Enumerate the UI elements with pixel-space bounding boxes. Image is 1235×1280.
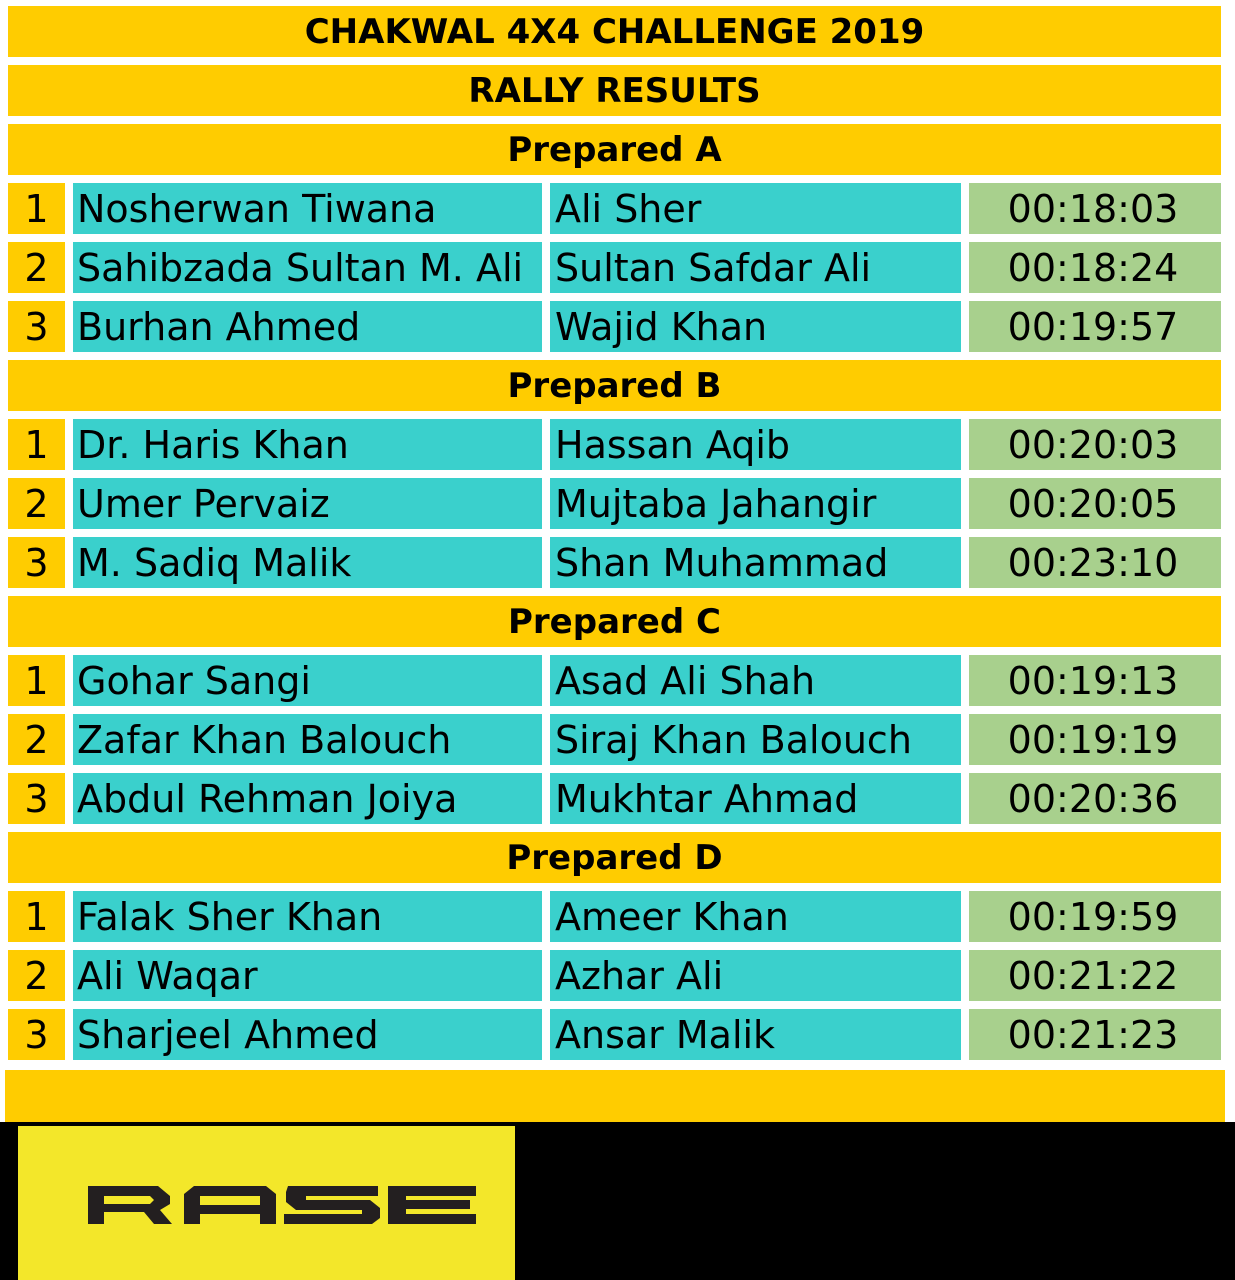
time-cell: 00:19:57 bbox=[969, 301, 1221, 352]
table-row bbox=[0, 714, 1235, 765]
codriver-cell: Asad Ali Shah bbox=[550, 655, 961, 706]
time-cell: 00:20:05 bbox=[969, 478, 1221, 529]
rank-cell: 3 bbox=[8, 537, 65, 588]
table-row bbox=[0, 537, 1235, 588]
driver-cell: Nosherwan Tiwana bbox=[73, 183, 542, 234]
driver-cell: Ali Waqar bbox=[73, 950, 542, 1001]
section-header-prepared-b: Prepared B bbox=[8, 360, 1221, 411]
time-cell: 00:20:03 bbox=[969, 419, 1221, 470]
table-row bbox=[0, 773, 1235, 824]
codriver-cell: Mukhtar Ahmad bbox=[550, 773, 961, 824]
codriver-cell: Ali Sher bbox=[550, 183, 961, 234]
driver-cell: Sharjeel Ahmed bbox=[73, 1009, 542, 1060]
table-row bbox=[0, 183, 1235, 234]
driver-cell: Burhan Ahmed bbox=[73, 301, 542, 352]
rank-cell: 2 bbox=[8, 242, 65, 293]
driver-cell: Gohar Sangi bbox=[73, 655, 542, 706]
table-row bbox=[0, 655, 1235, 706]
time-cell: 00:18:24 bbox=[969, 242, 1221, 293]
rank-cell: 3 bbox=[8, 773, 65, 824]
rank-cell: 2 bbox=[8, 478, 65, 529]
rank-cell: 2 bbox=[8, 950, 65, 1001]
rase-logo-icon bbox=[88, 1178, 480, 1228]
codriver-cell: Wajid Khan bbox=[550, 301, 961, 352]
driver-cell: Sahibzada Sultan M. Ali bbox=[73, 242, 542, 293]
table-row bbox=[0, 419, 1235, 470]
page-subtitle: RALLY RESULTS bbox=[8, 65, 1221, 116]
driver-cell: M. Sadiq Malik bbox=[73, 537, 542, 588]
codriver-cell: Hassan Aqib bbox=[550, 419, 961, 470]
codriver-cell: Ansar Malik bbox=[550, 1009, 961, 1060]
table-row bbox=[0, 891, 1235, 942]
rank-cell: 3 bbox=[8, 1009, 65, 1060]
table-row bbox=[0, 950, 1235, 1001]
codriver-cell: Shan Muhammad bbox=[550, 537, 961, 588]
driver-cell: Umer Pervaiz bbox=[73, 478, 542, 529]
driver-cell: Dr. Haris Khan bbox=[73, 419, 542, 470]
time-cell: 00:21:23 bbox=[969, 1009, 1221, 1060]
driver-cell: Falak Sher Khan bbox=[73, 891, 542, 942]
driver-cell: Zafar Khan Balouch bbox=[73, 714, 542, 765]
codriver-cell: Mujtaba Jahangir bbox=[550, 478, 961, 529]
codriver-cell: Siraj Khan Balouch bbox=[550, 714, 961, 765]
codriver-cell: Sultan Safdar Ali bbox=[550, 242, 961, 293]
codriver-cell: Azhar Ali bbox=[550, 950, 961, 1001]
section-header-prepared-a: Prepared A bbox=[8, 124, 1221, 175]
time-cell: 00:20:36 bbox=[969, 773, 1221, 824]
rank-cell: 3 bbox=[8, 301, 65, 352]
time-cell: 00:19:19 bbox=[969, 714, 1221, 765]
rank-cell: 1 bbox=[8, 183, 65, 234]
time-cell: 00:18:03 bbox=[969, 183, 1221, 234]
rank-cell: 1 bbox=[8, 419, 65, 470]
table-row bbox=[0, 1009, 1235, 1060]
table-row bbox=[0, 478, 1235, 529]
time-cell: 00:23:10 bbox=[969, 537, 1221, 588]
table-row bbox=[0, 301, 1235, 352]
time-cell: 00:21:22 bbox=[969, 950, 1221, 1001]
table-row bbox=[0, 242, 1235, 293]
logo-panel bbox=[18, 1126, 515, 1280]
section-header-prepared-c: Prepared C bbox=[8, 596, 1221, 647]
rank-cell: 1 bbox=[8, 655, 65, 706]
rank-cell: 1 bbox=[8, 891, 65, 942]
rank-cell: 2 bbox=[8, 714, 65, 765]
section-header-prepared-d: Prepared D bbox=[8, 832, 1221, 883]
codriver-cell: Ameer Khan bbox=[550, 891, 961, 942]
footer-bar bbox=[5, 1070, 1225, 1122]
driver-cell: Abdul Rehman Joiya bbox=[73, 773, 542, 824]
time-cell: 00:19:13 bbox=[969, 655, 1221, 706]
time-cell: 00:19:59 bbox=[969, 891, 1221, 942]
page-title: CHAKWAL 4X4 CHALLENGE 2019 bbox=[8, 6, 1221, 57]
